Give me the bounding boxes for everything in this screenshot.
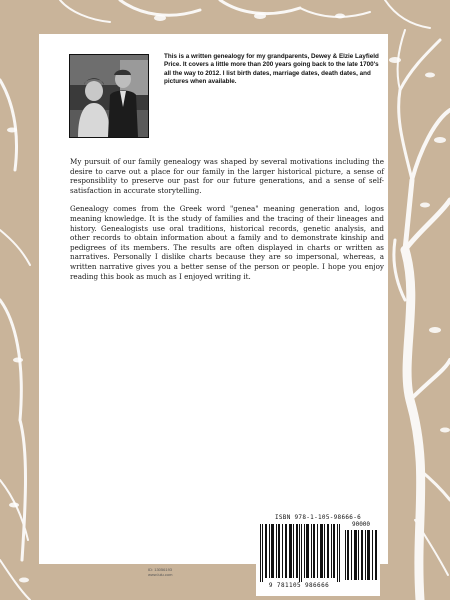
paragraph-genealogy-definition: Genealogy comes from the Greek word "genea" meaning generation and, logos meaning knowledge. It is the study of families and the tracing of their lineages and history. Genealogists use oral traditions, historical records, genetic analysis, and other records to obtain information about a family and to demonstrate kinship and pedigrees of its members. The results are often displayed in charts or written as narratives. Personally I dislike charts because they are so impersonal, whereas, a written narrative gives you a better sense of the person or people. I hope you enjoy reading this book as much as I enjoyed writing it. — [70, 204, 384, 281]
isbn-digits: 9 781105 986666 — [268, 582, 330, 589]
publisher-url: www.lulu.com — [148, 572, 173, 577]
paragraph-motivations: My pursuit of our family genealogy was shaped by several motivations including the desire to carve out a place for our family in the larger historical picture, a sense of responsiblity to preserve our past for our future generations, and a sense of self-satisfaction in accurate storytelling. — [70, 157, 384, 195]
intro-blurb: This is a written genealogy for my grandparents, Dewey & Elzie Layfield Price. It covers a little more than 200 years going back to the late 1700's all the way to 2012. I list birth dates, marriage dates, death dates, and pictures when available. — [164, 53, 379, 85]
price-code: 90000 — [351, 521, 371, 528]
isbn-label: ISBN 978-1-105-98666-6 — [274, 514, 362, 521]
publisher-info — [148, 567, 172, 577]
ean-barcode-bars — [258, 524, 342, 582]
back-cover-panel — [39, 34, 388, 564]
description-text — [70, 157, 384, 290]
grandparents-photo — [69, 54, 149, 138]
publisher-id: ID: 13056193 — [148, 567, 173, 572]
price-barcode-bars — [344, 530, 378, 580]
isbn-barcode — [256, 512, 380, 596]
